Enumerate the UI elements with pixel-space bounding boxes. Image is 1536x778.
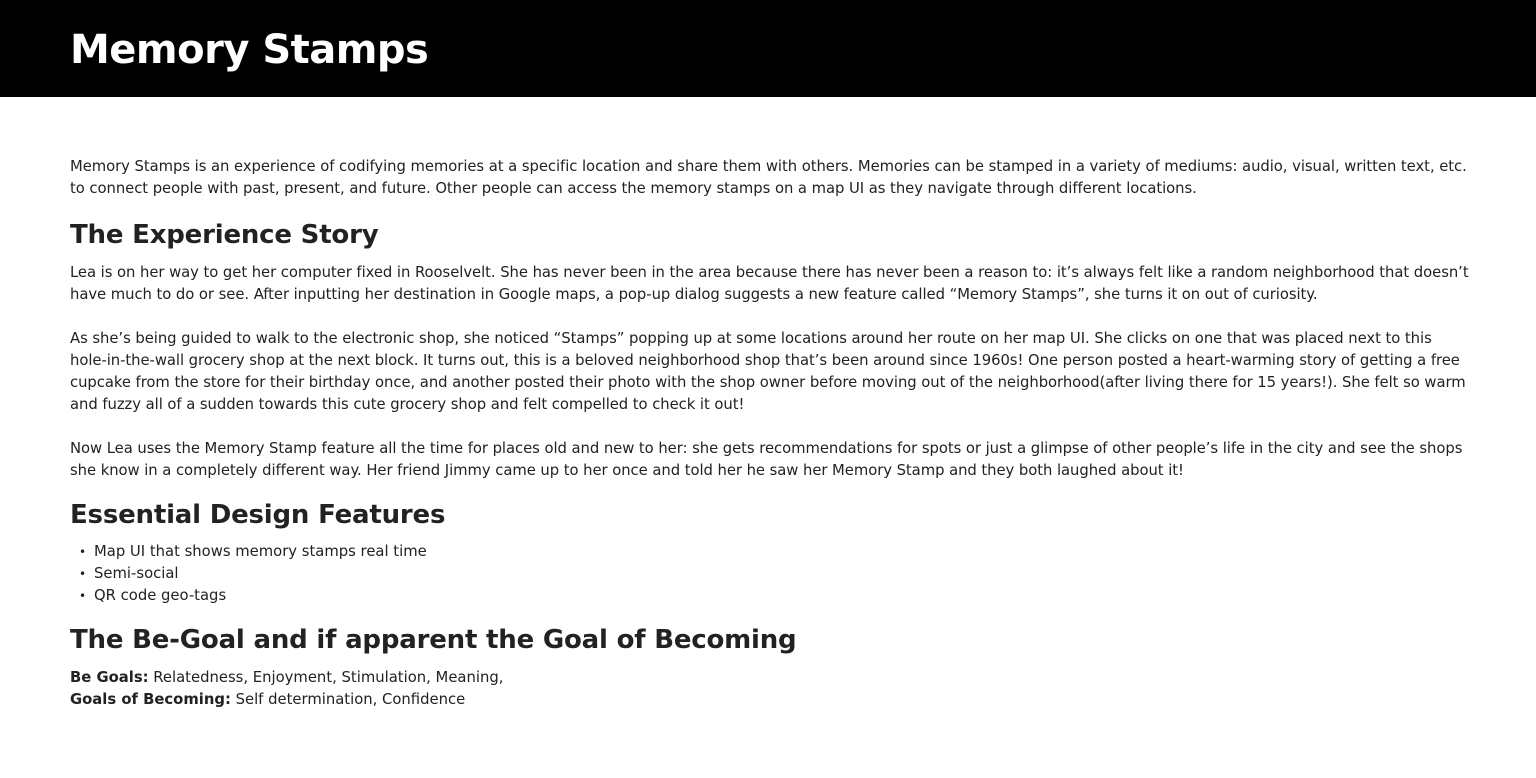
experience-story-heading: The Experience Story xyxy=(70,220,379,250)
goals-section xyxy=(70,667,1470,711)
intro-paragraph: Memory Stamps is an experience of codifying memories at a specific location and share them with others. Memories can be stamped in a variety of mediums: audio, visual, written text, etc. to connect people with past, present, and future. Other people can access the memory stamps on a map UI as they navigate through different locations. xyxy=(70,158,1467,197)
page-title: Memory Stamps xyxy=(70,26,429,73)
list-item-text: Map UI that shows memory stamps real time xyxy=(94,543,427,560)
becoming-goals-label: Goals of Becoming: xyxy=(70,691,231,708)
be-goals-value: Relatedness, Enjoyment, Stimulation, Meaning, xyxy=(148,669,504,686)
story-paragraph: As she’s being guided to walk to the electronic shop, she noticed “Stamps” popping up at some locations around her route on her map UI. She clicks on one that was placed next to this hole-in-the-wall grocery shop at the next block. It turns out, this is a beloved neighborhood shop that’s been around since 1960s! One person posted a heart-warming story of getting a free cupcake from the store for their birthday once, and another posted their photo with the shop owner before moving out of the neighborhood(after living there for 15 years!). She felt so warm and fuzzy all of a sudden towards this cute grocery shop and felt compelled to check it out! xyxy=(70,330,1466,413)
bullet-icon: • xyxy=(79,589,87,603)
page-header xyxy=(0,0,1536,97)
becoming-goals-line xyxy=(70,689,1470,711)
list-item-text: QR code geo-tags xyxy=(94,587,227,604)
be-goals-label: Be Goals: xyxy=(70,669,149,686)
be-goals-line xyxy=(70,667,1470,689)
story-paragraph: Now Lea uses the Memory Stamp feature all the time for places old and new to her: she gets recommendations for spots or just a glimpse of other people’s life in the city and see the shops she know in a completely different way. Her friend Jimmy came up to her once and told her he saw her Memory Stamp and they both laughed about it! xyxy=(70,440,1463,479)
story-paragraph: Lea is on her way to get her computer fixed in Rooselvelt. She has never been in the area because there has never been a reason to: it’s always felt like a random neighborhood that doesn’t have much to do or see. After inputting her destination in Google maps, a pop-up dialog suggests a new feature called “Memory Stamps”, she turns it on out of curiosity. xyxy=(70,264,1469,303)
list-item xyxy=(70,563,1470,585)
list-item xyxy=(70,541,1470,563)
list-item xyxy=(70,585,1470,607)
design-features-list xyxy=(70,541,1470,607)
list-item-text: Semi-social xyxy=(94,565,179,582)
bullet-icon: • xyxy=(79,567,87,581)
design-features-heading: Essential Design Features xyxy=(70,500,446,530)
main-content xyxy=(0,156,1536,711)
goals-heading: The Be-Goal and if apparent the Goal of Becoming xyxy=(70,625,797,655)
bullet-icon: • xyxy=(79,545,87,559)
becoming-goals-value: Self determination, Confidence xyxy=(230,691,466,708)
